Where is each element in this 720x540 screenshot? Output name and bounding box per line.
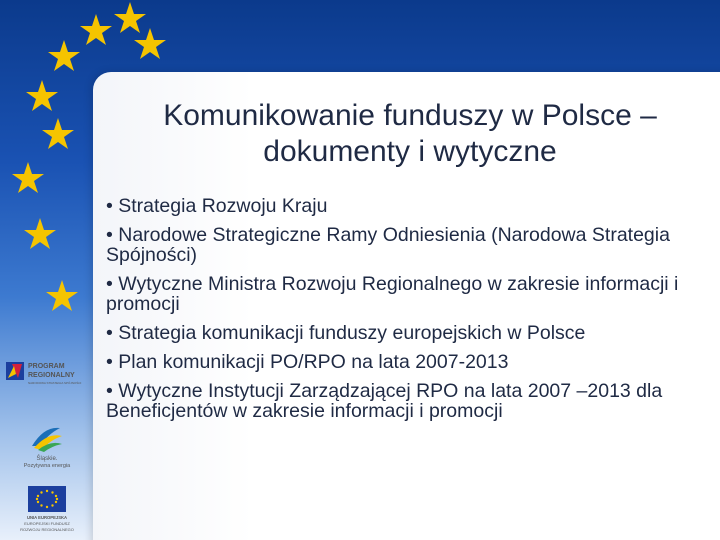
bullet-marker: • bbox=[106, 380, 113, 402]
list-item bbox=[106, 381, 696, 421]
logo-pr-line1: PROGRAM bbox=[28, 363, 65, 370]
star-icon bbox=[46, 280, 78, 311]
logo-pr-line3: NARODOWA STRATEGIA SPÓJNOŚCI bbox=[28, 381, 82, 385]
bullet-marker: • bbox=[106, 224, 113, 246]
bullet-marker: • bbox=[106, 273, 113, 295]
bullet-text: Narodowe Strategiczne Ramy Odniesienia (Narodowa Strategia Spójności) bbox=[106, 224, 670, 266]
star-icon bbox=[26, 80, 58, 111]
list-item bbox=[106, 196, 696, 216]
logo-slaskie-line2: Pozytywna energia bbox=[23, 463, 71, 469]
bullet-list bbox=[106, 196, 696, 430]
eu-flag-logo bbox=[4, 484, 90, 536]
bullet-text: Plan komunikacji PO/RPO na lata 2007-2013 bbox=[118, 351, 509, 373]
bullet-marker: • bbox=[106, 322, 113, 344]
bullet-text: Strategia Rozwoju Kraju bbox=[118, 195, 328, 217]
star-icon bbox=[48, 40, 80, 71]
slaskie-logo bbox=[4, 418, 90, 472]
title-line-1: Komunikowanie funduszy w Polsce – bbox=[163, 99, 657, 132]
bullet-marker: • bbox=[106, 351, 113, 373]
star-icon bbox=[12, 162, 44, 193]
list-item bbox=[106, 352, 696, 372]
logo-ue-line1: UNIA EUROPEJSKA bbox=[26, 515, 68, 520]
bullet-marker: • bbox=[106, 195, 113, 217]
slide-title bbox=[100, 98, 720, 170]
star-icon bbox=[80, 14, 112, 45]
star-icon bbox=[114, 2, 146, 33]
bullet-text: Strategia komunikacji funduszy europejskich w Polsce bbox=[118, 322, 586, 344]
title-line-2: dokumenty i wytyczne bbox=[263, 135, 557, 168]
bullet-text: Wytyczne Ministra Rozwoju Regionalnego w zakresie informacji i promocji bbox=[106, 273, 679, 315]
logo-ue-line2: EUROPEJSKI FUNDUSZ bbox=[24, 521, 70, 526]
list-item bbox=[106, 274, 696, 314]
star-icon bbox=[24, 218, 56, 249]
list-item bbox=[106, 225, 696, 265]
bullet-text: Wytyczne Instytucji Zarządzającej RPO na lata 2007 –2013 dla Beneficjentów w zakresie informacji i promocji bbox=[106, 380, 663, 422]
logo-ue-line3: ROZWOJU REGIONALNEGO bbox=[20, 527, 74, 532]
logo-pr-line2: REGIONALNY bbox=[28, 372, 75, 379]
program-regionalny-logo bbox=[4, 352, 90, 400]
star-icon bbox=[134, 28, 166, 59]
star-icon bbox=[42, 118, 74, 149]
list-item bbox=[106, 323, 696, 343]
logo-slaskie-line1: Śląskie. bbox=[36, 456, 58, 462]
